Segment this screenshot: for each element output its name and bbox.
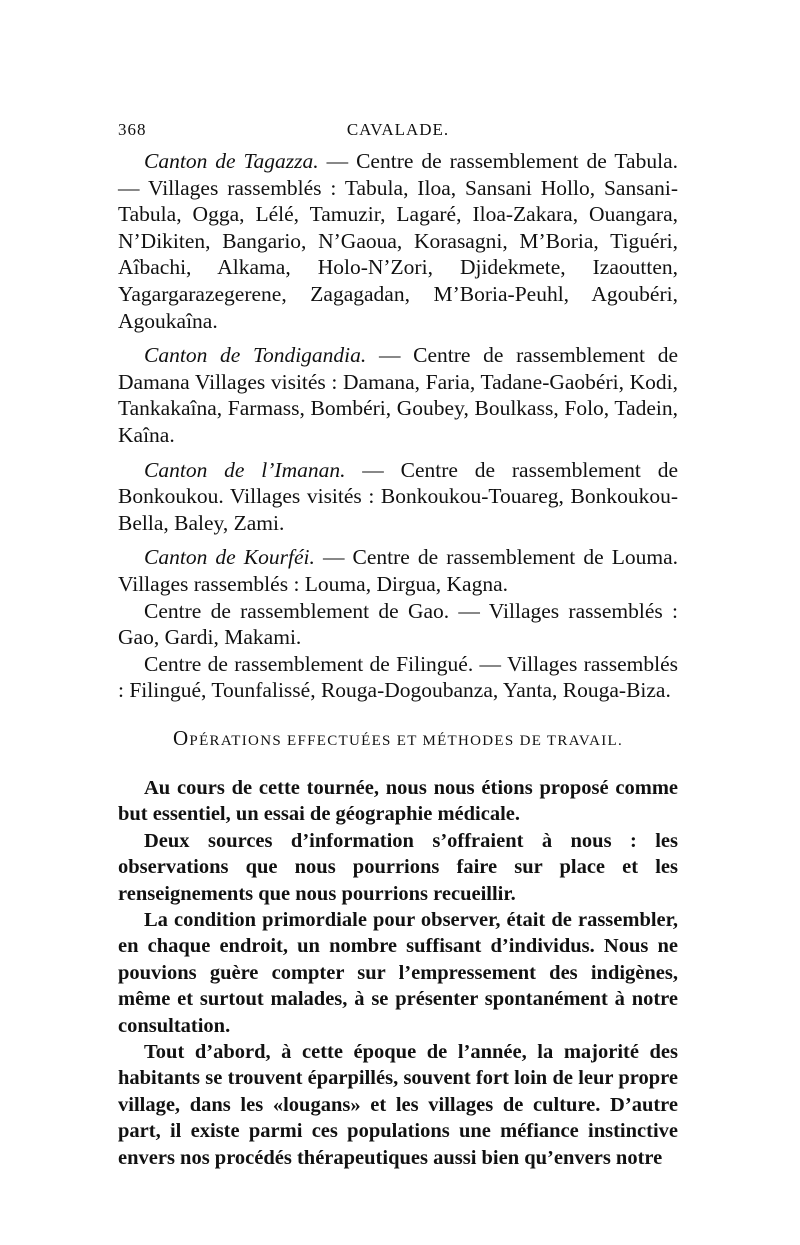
running-title: CAVALADE.	[346, 120, 450, 139]
canton-description: — Centre de rassemblement de Damana Villages visités : Damana, Faria, Tadane-Gaobéri, Kodi, Tankakaîna, Farmass, Bombéri, Goubey, Boulkass, Folo, Tadein, Kaîna.	[118, 343, 678, 447]
body-paragraph: Au cours de cette tournée, nous nous étions proposé comme but essentiel, un essai de géographie médicale.	[118, 776, 678, 826]
canton-name: Canton de Tondigandia.	[144, 343, 367, 368]
canton-kourfei-paragraph	[118, 544, 678, 597]
canton-imanan-paragraph	[118, 457, 678, 537]
book-page	[118, 120, 678, 1171]
page-header	[118, 120, 678, 148]
canton-name: Canton de Kourféi.	[144, 545, 315, 570]
centre-gao-paragraph: Centre de rassemblement de Gao. — Villages rassemblés : Gao, Gardi, Makami.	[118, 598, 678, 650]
canton-tagazza-paragraph	[118, 148, 678, 334]
section-heading: OPÉRATIONS EFFECTUÉES ET MÉTHODES DE TRAVAIL.	[172, 725, 624, 750]
canton-description: — Centre de rassemblement de Louma. Villages rassemblés : Louma, Dirgua, Kagna.	[118, 545, 678, 596]
body-text	[118, 775, 678, 1171]
canton-description: — Centre de rassemblement de Bonkoukou. Villages visités : Bonkoukou-Touareg, Bonkoukou-Bella, Baley, Zami.	[118, 457, 678, 535]
canton-name: Canton de l’Imanan.	[144, 457, 346, 482]
canton-tondigandia-paragraph	[118, 342, 678, 448]
body-paragraph: La condition primordiale pour observer, était de rassembler, en chaque endroit, un nombre suffisant d’individus. Nous ne pouvions guère compter sur l’empressement des indigènes, même et surtout malades, à se présenter spontanément à notre consultation.	[118, 908, 678, 1037]
canton-description: — Centre de rassemblement de Tabula. — Villages rassemblés : Tabula, Iloa, Sansani Hollo, Sansani-Tabula, Ogga, Lélé, Tamuzir, Lagaré, Iloa-Zakara, Ouangara, N’Dikiten, Bangario, N’Gaoua, Korasagni, M’Boria, Tiguéri, Aîbachi, Alkama, Holo-N’Zori, Djidekmete, Izaoutten, Yagargarazegerene, Zagagadan, M’Boria-Peuhl, Agoubéri, Agoukaîna.	[118, 149, 678, 333]
page-number: 368	[118, 120, 147, 139]
body-paragraph: Tout d’abord, à cette époque de l’année, la majorité des habitants se trouvent éparpillés, souvent fort loin de leur propre village, dans les «lougans» et les villages de culture. D’autre part, il existe parmi ces populations une méfiance instinctive envers nos procédés thérapeutiques aussi bien qu’envers notre	[118, 1040, 678, 1169]
canton-name: Canton de Tagazza.	[144, 149, 319, 173]
centre-filingue-paragraph: Centre de rassemblement de Filingué. — Villages rassemblés : Filingué, Tounfalissé, Rouga-Dogoubanza, Yanta, Rouga-Biza.	[118, 651, 678, 703]
body-paragraph: Deux sources d’information s’offraient à nous : les observations que nous pourrions faire sur place et les renseignements que nous pourrions recueillir.	[118, 829, 678, 905]
